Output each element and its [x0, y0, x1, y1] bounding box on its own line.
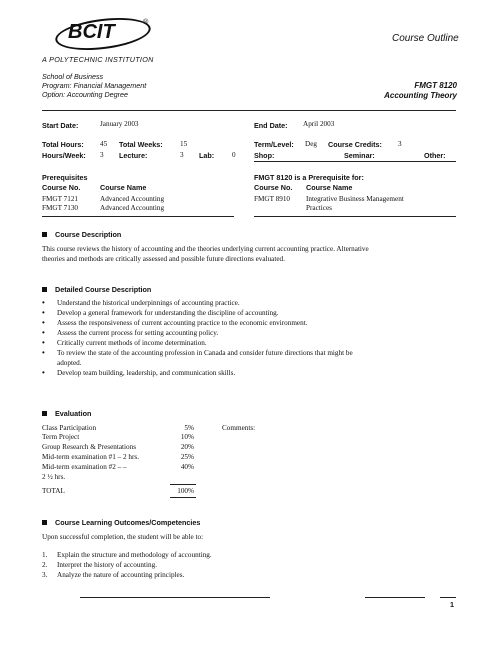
list-item: Assess the responsiveness of current accounting practice to the economic environment.	[57, 319, 308, 327]
evaluation-row-value: 25%	[180, 453, 194, 461]
outcomes-intro: Upon successful completion, the student will be able to:	[42, 533, 204, 541]
evaluation-row-label: Term Project	[42, 433, 80, 441]
prereq-row-name: Advanced Accounting	[100, 204, 165, 212]
course-code: FMGT 8120	[414, 81, 457, 90]
outcome-item: Explain the structure and methodology of accounting.	[57, 551, 212, 559]
evaluation-row-label: 2 ½ hrs.	[42, 473, 66, 481]
end-date-value: April 2003	[303, 120, 335, 128]
total-weeks-value: 15	[180, 140, 188, 148]
prereq-for-row-name: Integrative Business Management	[306, 195, 404, 203]
hours-week-value: 3	[100, 151, 104, 159]
list-item: Develop a general framework for understanding the discipline of accounting.	[57, 309, 279, 317]
evaluation-row-value: 5%	[184, 424, 194, 432]
evaluation-row-label: Group Research & Presentations	[42, 443, 137, 451]
total-underline	[170, 497, 196, 498]
list-item: Develop team building, leadership, and communication skills.	[57, 369, 236, 377]
list-item-cont: adopted.	[57, 359, 82, 367]
description-line: theories and methods are critically assessed and possible future directions evaluated.	[42, 255, 285, 263]
bullet-icon: •	[42, 328, 45, 337]
total-weeks-label: Total Weeks:	[119, 140, 163, 149]
outcome-number: 2.	[42, 561, 48, 569]
start-date-label: Start Date:	[42, 121, 79, 130]
program-name: Program: Financial Management	[42, 81, 147, 90]
total-hours-value: 45	[100, 140, 108, 148]
total-divider	[170, 484, 196, 485]
logo-tagline: A POLYTECHNIC INSTITUTION	[42, 55, 154, 64]
bullet-icon: •	[42, 338, 45, 347]
hours-week-label: Hours/Week:	[42, 151, 86, 160]
prereq-for-col-no: Course No.	[254, 183, 293, 192]
start-date-value: January 2003	[100, 120, 139, 128]
seminar-label: Seminar:	[344, 151, 375, 160]
evaluation-row-label: Class Participation	[42, 424, 97, 432]
prereq-col-no: Course No.	[42, 183, 81, 192]
evaluation-total-value: 100%	[177, 487, 194, 495]
comments-label: Comments:	[222, 424, 256, 432]
course-title: Accounting Theory	[384, 91, 457, 100]
prereq-for-col-name: Course Name	[306, 183, 353, 192]
term-level-label: Term/Level:	[254, 140, 294, 149]
school-name: School of Business	[42, 72, 104, 81]
list-item: Assess the current process for setting accounting policy.	[57, 329, 219, 337]
option-name: Option: Accounting Degree	[42, 90, 129, 99]
other-label: Other:	[424, 151, 446, 160]
prereq-col-name: Course Name	[100, 183, 147, 192]
outcome-item: Analyze the nature of accounting principles.	[57, 571, 185, 579]
description-line: This course reviews the history of accounting and the theories underlying current accounting practice. Alternative	[42, 245, 369, 253]
bullet-icon: •	[42, 298, 45, 307]
header-divider	[42, 110, 456, 111]
list-item: Critically current methods of income determination.	[57, 339, 207, 347]
prereq-heading: Prerequisites	[42, 173, 88, 182]
term-level-value: Deg	[305, 140, 317, 148]
logo-registered-mark: ®	[143, 17, 149, 26]
evaluation-row-value: 40%	[180, 463, 194, 471]
bullet-icon: •	[42, 348, 45, 357]
prereq-row-name: Advanced Accounting	[100, 195, 165, 203]
prereq-divider	[42, 216, 234, 217]
total-hours-label: Total Hours:	[42, 140, 84, 149]
evaluation-row-label: Mid-term examination #1 – 2 hrs.	[42, 453, 140, 461]
lab-value: 0	[232, 151, 236, 159]
section-bullet-square	[42, 232, 47, 237]
evaluation-heading: Evaluation	[55, 409, 92, 418]
logo-text: BCIT	[68, 21, 115, 43]
evaluation-total-label: TOTAL	[42, 487, 65, 495]
prereq-for-row-no: FMGT 8910	[254, 195, 291, 203]
page-number: 1	[450, 600, 454, 609]
evaluation-row-value: 20%	[180, 443, 194, 451]
outcome-number: 1.	[42, 551, 48, 559]
lab-label: Lab:	[199, 151, 215, 160]
list-item: To review the state of the accounting profession in Canada and consider future directions that might be	[57, 349, 353, 357]
bullet-icon: •	[42, 308, 45, 317]
description-heading: Course Description	[55, 230, 122, 239]
footer-rule-right	[365, 597, 425, 598]
detailed-heading: Detailed Course Description	[55, 285, 152, 294]
course-credits-value: 3	[398, 140, 402, 148]
lecture-value: 3	[180, 151, 184, 159]
prereq-row-no: FMGT 7130	[42, 204, 79, 212]
prereq-for-heading: FMGT 8120 is a Prerequisite for:	[254, 173, 364, 182]
prereq-for-row-name-cont: Practices	[306, 204, 332, 212]
bullet-icon: •	[42, 318, 45, 327]
prereq-row-no: FMGT 7121	[42, 195, 79, 203]
section-bullet-square	[42, 287, 47, 292]
bullet-icon: •	[42, 368, 45, 377]
outcome-number: 3.	[42, 571, 48, 579]
shop-label: Shop:	[254, 151, 275, 160]
course-credits-label: Course Credits:	[328, 140, 382, 149]
section-bullet-square	[42, 520, 47, 525]
evaluation-row-label: Mid-term examination #2 – –	[42, 463, 127, 471]
list-item: Understand the historical underpinnings of accounting practice.	[57, 299, 240, 307]
prereq-for-divider	[254, 216, 456, 217]
footer-rule-left	[80, 597, 270, 598]
section-bullet-square	[42, 411, 47, 416]
end-date-label: End Date:	[254, 121, 288, 130]
outcomes-heading: Course Learning Outcomes/Competencies	[55, 518, 201, 527]
evaluation-row-value: 10%	[180, 433, 194, 441]
footer-rule-page	[440, 597, 456, 598]
info-divider	[254, 161, 456, 162]
lecture-label: Lecture:	[119, 151, 148, 160]
doc-type: Course Outline	[392, 33, 459, 44]
outcome-item: Interpret the history of accounting.	[57, 561, 157, 569]
